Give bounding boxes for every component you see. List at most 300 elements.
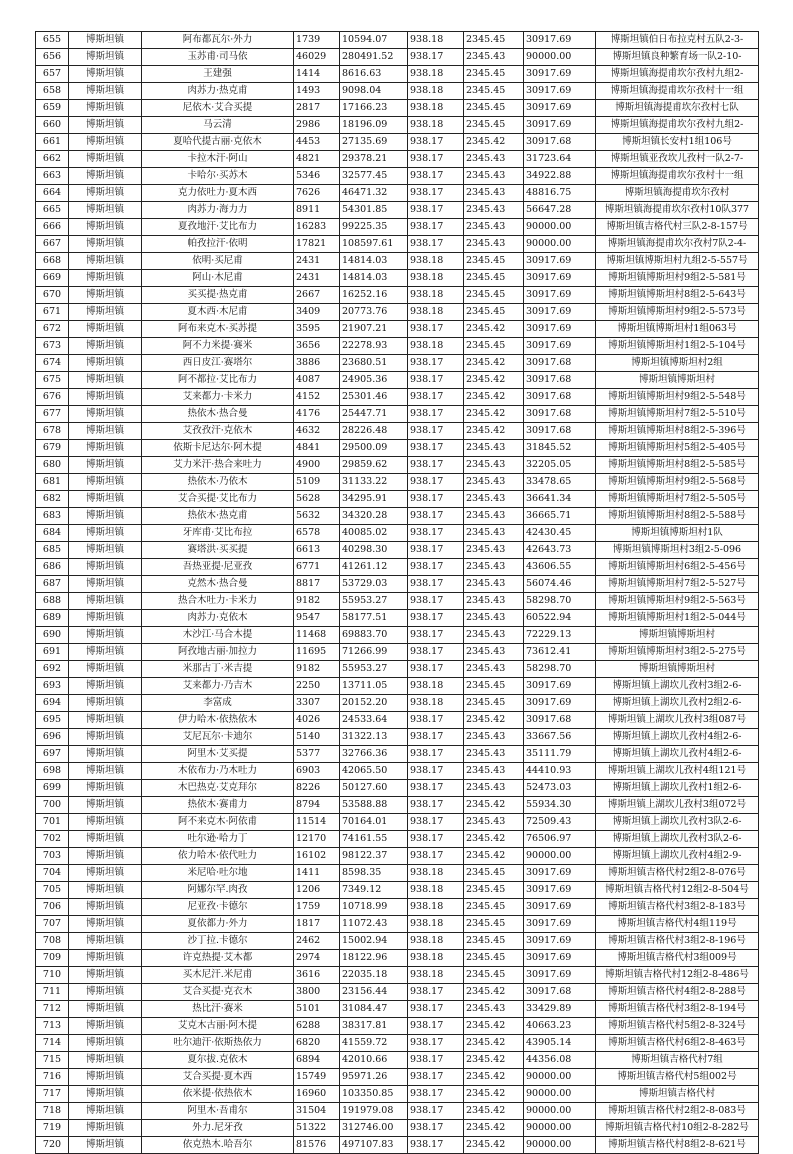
rate-cell: 938.17: [408, 406, 464, 423]
address-cell: 博斯坦镇海提甫坎尔孜村九组2-: [596, 66, 759, 83]
row-number: 686: [36, 559, 69, 576]
total-cell: 73612.41: [524, 644, 596, 661]
name-cell: 阿布来克木·买苏提: [142, 321, 294, 338]
table-row: [36, 168, 759, 185]
area-cell: 5346: [294, 168, 340, 185]
row-number: 717: [36, 1086, 69, 1103]
address-cell: 博斯坦镇博斯坦村9组2-5-568号: [596, 474, 759, 491]
address-cell: 博斯坦镇长安村1组106号: [596, 134, 759, 151]
table-row: [36, 185, 759, 202]
total-cell: 31723.64: [524, 151, 596, 168]
town-cell: 博斯坦镇: [69, 1052, 142, 1069]
row-number: 712: [36, 1001, 69, 1018]
amount-cell: 71266.99: [340, 644, 408, 661]
rate-cell: 938.17: [408, 457, 464, 474]
row-number: 690: [36, 627, 69, 644]
subsidy-cell: 2345.43: [464, 627, 524, 644]
subsidy-cell: 2345.45: [464, 967, 524, 984]
address-cell: 博斯坦镇博斯坦村1组2-5-104号: [596, 338, 759, 355]
area-cell: 6771: [294, 559, 340, 576]
total-cell: 90000.00: [524, 219, 596, 236]
address-cell: 博斯坦镇博斯坦村3组2-5-096: [596, 542, 759, 559]
town-cell: 博斯坦镇: [69, 134, 142, 151]
rate-cell: 938.18: [408, 66, 464, 83]
town-cell: 博斯坦镇: [69, 916, 142, 933]
area-cell: 2667: [294, 287, 340, 304]
amount-cell: 20152.20: [340, 695, 408, 712]
amount-cell: 31084.47: [340, 1001, 408, 1018]
address-cell: 博斯坦镇海提甫坎尔孜村十一组: [596, 83, 759, 100]
total-cell: 34922.88: [524, 168, 596, 185]
town-cell: 博斯坦镇: [69, 1035, 142, 1052]
total-cell: 90000.00: [524, 1086, 596, 1103]
rate-cell: 938.17: [408, 525, 464, 542]
area-cell: 8911: [294, 202, 340, 219]
total-cell: 30917.68: [524, 423, 596, 440]
row-number: 682: [36, 491, 69, 508]
total-cell: 90000.00: [524, 1069, 596, 1086]
address-cell: 博斯坦镇博斯坦村5组2-5-405号: [596, 440, 759, 457]
rate-cell: 938.17: [408, 202, 464, 219]
rate-cell: 938.17: [408, 1086, 464, 1103]
row-number: 720: [36, 1137, 69, 1154]
amount-cell: 53588.88: [340, 797, 408, 814]
table-row: [36, 780, 759, 797]
rate-cell: 938.17: [408, 1001, 464, 1018]
table-row: [36, 338, 759, 355]
town-cell: 博斯坦镇: [69, 270, 142, 287]
address-cell: 博斯坦镇吉格代村三队2-8-157号: [596, 219, 759, 236]
row-number: 666: [36, 219, 69, 236]
amount-cell: 23156.44: [340, 984, 408, 1001]
amount-cell: 103350.85: [340, 1086, 408, 1103]
subsidy-cell: 2345.45: [464, 304, 524, 321]
subsidy-cell: 2345.43: [464, 746, 524, 763]
table-row: [36, 559, 759, 576]
row-number: 679: [36, 440, 69, 457]
total-cell: 58298.70: [524, 661, 596, 678]
amount-cell: 191979.08: [340, 1103, 408, 1120]
subsidy-cell: 2345.45: [464, 899, 524, 916]
row-number: 675: [36, 372, 69, 389]
town-cell: 博斯坦镇: [69, 593, 142, 610]
table-row: [36, 355, 759, 372]
area-cell: 2974: [294, 950, 340, 967]
subsidy-cell: 2345.42: [464, 712, 524, 729]
row-number: 704: [36, 865, 69, 882]
name-cell: 卡拉木汗·阿山: [142, 151, 294, 168]
town-cell: 博斯坦镇: [69, 372, 142, 389]
row-number: 710: [36, 967, 69, 984]
total-cell: 30917.68: [524, 389, 596, 406]
rate-cell: 938.17: [408, 1035, 464, 1052]
rate-cell: 938.17: [408, 610, 464, 627]
address-cell: 博斯坦镇吉格代村6组2-8-463号: [596, 1035, 759, 1052]
address-cell: 博斯坦镇上湖坎儿孜村4组2-9-: [596, 848, 759, 865]
total-cell: 30917.69: [524, 916, 596, 933]
subsidy-cell: 2345.42: [464, 984, 524, 1001]
table-row: [36, 134, 759, 151]
subsidy-cell: 2345.43: [464, 508, 524, 525]
table-row: [36, 695, 759, 712]
name-cell: 依力哈木·依代吐力: [142, 848, 294, 865]
table-row: [36, 406, 759, 423]
total-cell: 32205.05: [524, 457, 596, 474]
subsidy-cell: 2345.45: [464, 66, 524, 83]
subsidy-cell: 2345.45: [464, 83, 524, 100]
table-row: [36, 304, 759, 321]
town-cell: 博斯坦镇: [69, 576, 142, 593]
name-cell: 尼亚孜·卡德尔: [142, 899, 294, 916]
name-cell: 热依木·赛甫力: [142, 797, 294, 814]
rate-cell: 938.17: [408, 797, 464, 814]
total-cell: 30917.69: [524, 678, 596, 695]
address-cell: 博斯坦镇海提甫坎尔孜村七队: [596, 100, 759, 117]
table-row: [36, 457, 759, 474]
name-cell: 克力依吐力·夏木西: [142, 185, 294, 202]
area-cell: 31504: [294, 1103, 340, 1120]
area-cell: 4821: [294, 151, 340, 168]
total-cell: 42643.73: [524, 542, 596, 559]
row-number: 715: [36, 1052, 69, 1069]
name-cell: 依克热木.哈吾尔: [142, 1137, 294, 1154]
subsidy-cell: 2345.45: [464, 695, 524, 712]
area-cell: 3616: [294, 967, 340, 984]
town-cell: 博斯坦镇: [69, 321, 142, 338]
table-row: [36, 1018, 759, 1035]
subsidy-cell: 2345.43: [464, 236, 524, 253]
subsidy-cell: 2345.42: [464, 1120, 524, 1137]
row-number: 694: [36, 695, 69, 712]
area-cell: 1411: [294, 865, 340, 882]
amount-cell: 58177.51: [340, 610, 408, 627]
table-row: [36, 950, 759, 967]
rate-cell: 938.17: [408, 627, 464, 644]
subsidy-cell: 2345.45: [464, 287, 524, 304]
address-cell: 博斯坦镇吉格代村12组2-8-486号: [596, 967, 759, 984]
row-number: 688: [36, 593, 69, 610]
table-row: [36, 1120, 759, 1137]
subsidy-cell: 2345.45: [464, 882, 524, 899]
name-cell: 热依木·乃依木: [142, 474, 294, 491]
address-cell: 博斯坦镇上湖坎儿孜村2组2-6-: [596, 695, 759, 712]
total-cell: 30917.69: [524, 117, 596, 134]
subsidy-cell: 2345.42: [464, 1035, 524, 1052]
town-cell: 博斯坦镇: [69, 117, 142, 134]
row-number: 662: [36, 151, 69, 168]
name-cell: 阿里木·吾甫尔: [142, 1103, 294, 1120]
town-cell: 博斯坦镇: [69, 865, 142, 882]
rate-cell: 938.18: [408, 933, 464, 950]
table-body: [36, 32, 759, 1154]
rate-cell: 938.18: [408, 695, 464, 712]
town-cell: 博斯坦镇: [69, 1120, 142, 1137]
total-cell: 76506.97: [524, 831, 596, 848]
address-cell: 博斯坦镇博斯坦村7组2-5-510号: [596, 406, 759, 423]
subsidy-cell: 2345.45: [464, 678, 524, 695]
total-cell: 36665.71: [524, 508, 596, 525]
town-cell: 博斯坦镇: [69, 219, 142, 236]
amount-cell: 32577.45: [340, 168, 408, 185]
address-cell: 博斯坦镇博斯坦村9组2-5-581号: [596, 270, 759, 287]
rate-cell: 938.17: [408, 848, 464, 865]
table-row: [36, 967, 759, 984]
total-cell: 30917.69: [524, 270, 596, 287]
total-cell: 30917.68: [524, 355, 596, 372]
town-cell: 博斯坦镇: [69, 1001, 142, 1018]
amount-cell: 20773.76: [340, 304, 408, 321]
town-cell: 博斯坦镇: [69, 423, 142, 440]
area-cell: 1206: [294, 882, 340, 899]
row-number: 706: [36, 899, 69, 916]
rate-cell: 938.18: [408, 32, 464, 49]
town-cell: 博斯坦镇: [69, 746, 142, 763]
town-cell: 博斯坦镇: [69, 253, 142, 270]
row-number: 664: [36, 185, 69, 202]
address-cell: 博斯坦镇博斯坦村1组2-5-044号: [596, 610, 759, 627]
name-cell: 尼依木·艾合买提: [142, 100, 294, 117]
name-cell: 热依木·热克甫: [142, 508, 294, 525]
total-cell: 30917.69: [524, 338, 596, 355]
name-cell: 沙丁拉.卡德尔: [142, 933, 294, 950]
total-cell: 44356.08: [524, 1052, 596, 1069]
total-cell: 30917.69: [524, 899, 596, 916]
amount-cell: 42065.50: [340, 763, 408, 780]
subsidy-cell: 2345.42: [464, 1137, 524, 1154]
row-number: 678: [36, 423, 69, 440]
row-number: 697: [36, 746, 69, 763]
amount-cell: 9098.04: [340, 83, 408, 100]
name-cell: 夏依都力·外力: [142, 916, 294, 933]
town-cell: 博斯坦镇: [69, 304, 142, 321]
total-cell: 35111.79: [524, 746, 596, 763]
area-cell: 5109: [294, 474, 340, 491]
row-number: 702: [36, 831, 69, 848]
name-cell: 米尼哈·吐尔地: [142, 865, 294, 882]
table-row: [36, 644, 759, 661]
name-cell: 艾来都力·卡米力: [142, 389, 294, 406]
rate-cell: 938.18: [408, 967, 464, 984]
subsidy-cell: 2345.42: [464, 372, 524, 389]
row-number: 698: [36, 763, 69, 780]
town-cell: 博斯坦镇: [69, 151, 142, 168]
name-cell: 王建强: [142, 66, 294, 83]
rate-cell: 938.17: [408, 355, 464, 372]
area-cell: 81576: [294, 1137, 340, 1154]
town-cell: 博斯坦镇: [69, 406, 142, 423]
amount-cell: 53729.03: [340, 576, 408, 593]
name-cell: 帕孜拉汗·依明: [142, 236, 294, 253]
table-row: [36, 916, 759, 933]
total-cell: 33478.65: [524, 474, 596, 491]
row-number: 663: [36, 168, 69, 185]
subsidy-cell: 2345.43: [464, 202, 524, 219]
table-row: [36, 746, 759, 763]
town-cell: 博斯坦镇: [69, 440, 142, 457]
amount-cell: 24905.36: [340, 372, 408, 389]
area-cell: 6894: [294, 1052, 340, 1069]
rate-cell: 938.18: [408, 253, 464, 270]
table-row: [36, 491, 759, 508]
amount-cell: 55953.27: [340, 661, 408, 678]
total-cell: 30917.69: [524, 967, 596, 984]
subsidy-cell: 2345.43: [464, 474, 524, 491]
total-cell: 30917.69: [524, 287, 596, 304]
name-cell: 艾克木古丽·阿木提: [142, 1018, 294, 1035]
rate-cell: 938.18: [408, 270, 464, 287]
area-cell: 51322: [294, 1120, 340, 1137]
subsidy-cell: 2345.43: [464, 780, 524, 797]
town-cell: 博斯坦镇: [69, 389, 142, 406]
total-cell: 30917.68: [524, 134, 596, 151]
subsidy-cell: 2345.42: [464, 1018, 524, 1035]
rate-cell: 938.17: [408, 1018, 464, 1035]
address-cell: 博斯坦镇博斯坦村1队: [596, 525, 759, 542]
address-cell: 博斯坦镇伯日布拉克村五队2-3-: [596, 32, 759, 49]
table-row: [36, 440, 759, 457]
name-cell: 买买提·热克甫: [142, 287, 294, 304]
amount-cell: 280491.52: [340, 49, 408, 66]
town-cell: 博斯坦镇: [69, 168, 142, 185]
total-cell: 30917.68: [524, 984, 596, 1001]
area-cell: 4453: [294, 134, 340, 151]
table-row: [36, 1001, 759, 1018]
table-row: [36, 389, 759, 406]
data-table: [35, 31, 759, 1154]
town-cell: 博斯坦镇: [69, 338, 142, 355]
rate-cell: 938.17: [408, 984, 464, 1001]
amount-cell: 13711.05: [340, 678, 408, 695]
subsidy-cell: 2345.43: [464, 457, 524, 474]
area-cell: 12170: [294, 831, 340, 848]
address-cell: 博斯坦镇上湖坎儿孜村3队2-6-: [596, 814, 759, 831]
table-row: [36, 848, 759, 865]
address-cell: 博斯坦镇博斯坦村9组2-5-548号: [596, 389, 759, 406]
table-row: [36, 1052, 759, 1069]
name-cell: 木依布力·乃木吐力: [142, 763, 294, 780]
town-cell: 博斯坦镇: [69, 950, 142, 967]
amount-cell: 22035.18: [340, 967, 408, 984]
table-row: [36, 1103, 759, 1120]
rate-cell: 938.17: [408, 236, 464, 253]
amount-cell: 98122.37: [340, 848, 408, 865]
amount-cell: 34295.91: [340, 491, 408, 508]
area-cell: 6288: [294, 1018, 340, 1035]
rate-cell: 938.17: [408, 423, 464, 440]
table-row: [36, 984, 759, 1001]
table-row: [36, 712, 759, 729]
name-cell: 外力.尼牙孜: [142, 1120, 294, 1137]
town-cell: 博斯坦镇: [69, 610, 142, 627]
total-cell: 90000.00: [524, 1120, 596, 1137]
area-cell: 4900: [294, 457, 340, 474]
rate-cell: 938.18: [408, 950, 464, 967]
table-row: [36, 100, 759, 117]
town-cell: 博斯坦镇: [69, 712, 142, 729]
subsidy-cell: 2345.43: [464, 219, 524, 236]
name-cell: 热合木吐力·卡米力: [142, 593, 294, 610]
amount-cell: 17166.23: [340, 100, 408, 117]
area-cell: 2817: [294, 100, 340, 117]
subsidy-cell: 2345.45: [464, 253, 524, 270]
area-cell: 9182: [294, 593, 340, 610]
town-cell: 博斯坦镇: [69, 763, 142, 780]
name-cell: 许克热提·艾木都: [142, 950, 294, 967]
subsidy-cell: 2345.42: [464, 848, 524, 865]
table-row: [36, 219, 759, 236]
town-cell: 博斯坦镇: [69, 780, 142, 797]
area-cell: 1759: [294, 899, 340, 916]
name-cell: 艾尼瓦尔·卡迪尔: [142, 729, 294, 746]
amount-cell: 11072.43: [340, 916, 408, 933]
subsidy-cell: 2345.43: [464, 168, 524, 185]
area-cell: 4026: [294, 712, 340, 729]
row-number: 708: [36, 933, 69, 950]
row-number: 709: [36, 950, 69, 967]
subsidy-cell: 2345.43: [464, 525, 524, 542]
area-cell: 16960: [294, 1086, 340, 1103]
town-cell: 博斯坦镇: [69, 1086, 142, 1103]
address-cell: 博斯坦镇博斯坦村9组2-5-563号: [596, 593, 759, 610]
total-cell: 30917.69: [524, 304, 596, 321]
town-cell: 博斯坦镇: [69, 508, 142, 525]
address-cell: 博斯坦镇博斯坦村2组: [596, 355, 759, 372]
rate-cell: 938.17: [408, 1103, 464, 1120]
row-number: 676: [36, 389, 69, 406]
name-cell: 阿孜地古丽·加拉力: [142, 644, 294, 661]
table-row: [36, 83, 759, 100]
total-cell: 30917.69: [524, 66, 596, 83]
table-row: [36, 49, 759, 66]
total-cell: 72229.13: [524, 627, 596, 644]
amount-cell: 41261.12: [340, 559, 408, 576]
amount-cell: 8616.63: [340, 66, 408, 83]
town-cell: 博斯坦镇: [69, 100, 142, 117]
table-row: [36, 1086, 759, 1103]
row-number: 691: [36, 644, 69, 661]
name-cell: 吐尔逊·哈力丁: [142, 831, 294, 848]
address-cell: 博斯坦镇上湖坎儿孜村1组2-6-: [596, 780, 759, 797]
address-cell: 博斯坦镇海提甫坎尔孜村: [596, 185, 759, 202]
area-cell: 4176: [294, 406, 340, 423]
amount-cell: 99225.35: [340, 219, 408, 236]
address-cell: 博斯坦镇海提甫坎尔孜村十一组: [596, 168, 759, 185]
table-row: [36, 372, 759, 389]
total-cell: 40663.23: [524, 1018, 596, 1035]
total-cell: 30917.68: [524, 406, 596, 423]
row-number: 683: [36, 508, 69, 525]
name-cell: 木巴热克·艾克拜尔: [142, 780, 294, 797]
address-cell: 博斯坦镇吉格代村4组2-8-288号: [596, 984, 759, 1001]
address-cell: 博斯坦镇海提甫坎尔孜村九组2-: [596, 117, 759, 134]
amount-cell: 10718.99: [340, 899, 408, 916]
rate-cell: 938.17: [408, 831, 464, 848]
name-cell: 阿里木·艾买提: [142, 746, 294, 763]
subsidy-cell: 2345.45: [464, 933, 524, 950]
area-cell: 16102: [294, 848, 340, 865]
subsidy-cell: 2345.43: [464, 610, 524, 627]
amount-cell: 55953.27: [340, 593, 408, 610]
name-cell: 阿不力米提·赛米: [142, 338, 294, 355]
address-cell: 博斯坦镇博斯坦村3组2-5-275号: [596, 644, 759, 661]
row-number: 677: [36, 406, 69, 423]
row-number: 672: [36, 321, 69, 338]
subsidy-cell: 2345.42: [464, 1103, 524, 1120]
town-cell: 博斯坦镇: [69, 729, 142, 746]
row-number: 707: [36, 916, 69, 933]
town-cell: 博斯坦镇: [69, 848, 142, 865]
address-cell: 博斯坦镇上湖坎儿孜村3队2-6-: [596, 831, 759, 848]
